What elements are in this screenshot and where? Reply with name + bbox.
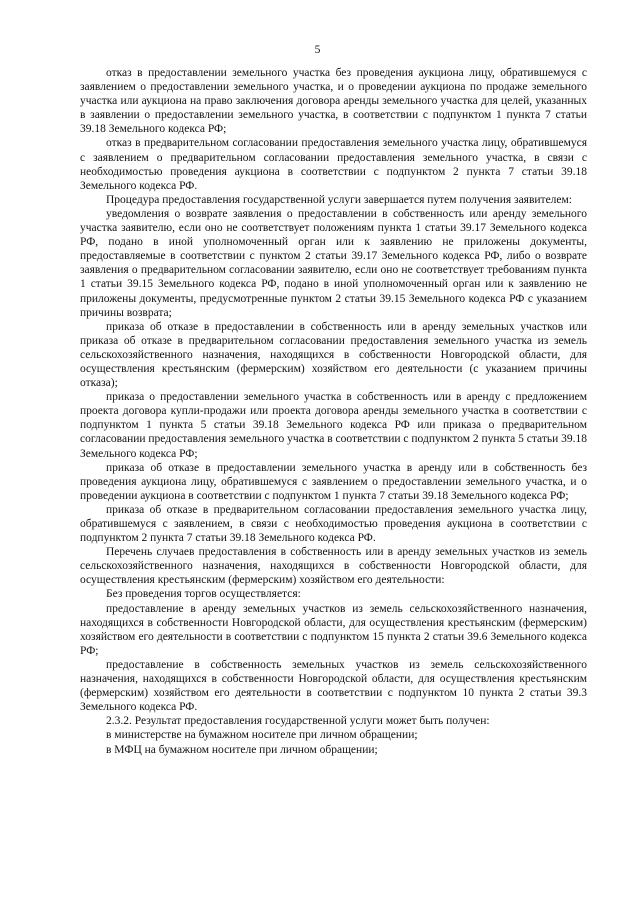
paragraph: 2.3.2. Результат предоставления государственной услуги может быть получен:: [106, 715, 490, 728]
paragraph: приказа об отказе в предварительном согласовании предоставления земельного участка лицу, обратившемуся с заявлением, в связи с необходимостью проведения аукциона в соответствии с подпунктом 2 пункта 7 статьи 39.18 Земельного кодекса РФ.: [80, 503, 587, 545]
paragraph: предоставление в собственность земельных участков из земель сельскохозяйственного назначения, находящихся в собственности Новгородской области, для осуществления крестьянским (фермерским) хозяйством его деятельности в соответствии с подпунктом 10 пункта 2 статьи 39.3 Земельного кодекса РФ.: [80, 658, 587, 714]
paragraph: отказ в предоставлении земельного участка без проведения аукциона лицу, обратившемуся с заявлением о предоставлении земельного участка, и о проведении аукциона по продаже земельного участка или аукциона на право заключения договора аренды земельного участка для целей, указанных в заявлении о предоставлении земельного участка, в соответствии с подпунктом 1 пункта 7 статьи 39.18 Земельного кодекса РФ;: [80, 67, 587, 136]
paragraph: в МФЦ на бумажном носителе при личном обращении;: [106, 743, 378, 756]
paragraph: в министерстве на бумажном носителе при личном обращении;: [106, 729, 418, 742]
page-number: 5: [314, 44, 321, 56]
paragraph: отказ в предварительном согласовании предоставления земельного участка лицу, обратившемуся с заявлением о предварительном согласовании предоставления земельного участка, в связи с необходимостью проведения аукциона в соответствии с подпунктом 2 пункта 7 статьи 39.18 Земельного кодекса РФ.: [80, 137, 587, 192]
paragraph: Без проведения торгов осуществляется:: [106, 588, 301, 601]
paragraph: приказа о предоставлении земельного участка в собственность или в аренду с предложением проекта договора купли-продажи или проекта договора аренды земельного участка в соответствии с подпунктом 1 пункта 5 статьи 39.18 Земельного кодекса РФ или приказа о предварительном согласовании предоставления земельного участка в соответствии с подпунктом 2 пункта 5 статьи 39.18 Земельного кодекса РФ;: [80, 391, 588, 460]
paragraph: приказа об отказе в предоставлении земельного участка в аренду или в собственность без проведения аукциона лицу, обратившемуся с заявлением о предоставлении земельного участка, и о проведении аукциона в соответствии с подпунктом 1 пункта 7 статьи 39.18 Земельного кодекса РФ;: [80, 461, 587, 502]
document-body: [80, 66, 587, 757]
paragraph: уведомления о возврате заявления о предоставлении в собственность или аренду земельного участка заявителю, если оно не соответствует положениям пункта 1 статьи 39.17 Земельного кодекса РФ, подано в иной уполномоченный орган или к заявлению не приложены документы, предоставляемые в соответствии с пунктом 2 статьи 39.17 Земельного кодекса РФ, либо о возврате заявления о предварительном согласовании заявителю, если оно не соответствует требованиям пункта 1 статьи 39.15 Земельного кодекса РФ, подано в иной уполномоченный орган или к заявлению не приложены документы, предусмотренные пунктом 2 статьи 39.15 Земельного кодекса РФ с указанием причины возврата;: [80, 207, 587, 319]
paragraph: предоставление в аренду земельных участков из земель сельскохозяйственного назначения, находящихся в собственности Новгородской области, для осуществления крестьянским (фермерским) хозяйством его деятельности в соответствии с подпунктом 15 пункта 2 статьи 39.6 Земельного кодекса РФ;: [80, 602, 587, 657]
paragraph: Процедура предоставления государственной услуги завершается путем получения заявителем:: [106, 193, 572, 206]
paragraph: Перечень случаев предоставления в собственность или в аренду земельных участков из земель сельскохозяйственного назначения, находящихся в собственности Новгородской области, для осуществления крестьянским (фермерским) хозяйством его деятельности:: [80, 546, 587, 587]
paragraph: приказа об отказе в предоставлении в собственность или в аренду земельных участков или приказа об отказе в предварительном согласовании предоставления земельного участка из земель сельскохозяйственного назначения, находящихся в собственности Новгородской области, для осуществления крестьянским (фермерским) хозяйством его деятельности (с указанием причины отказа);: [80, 320, 587, 390]
